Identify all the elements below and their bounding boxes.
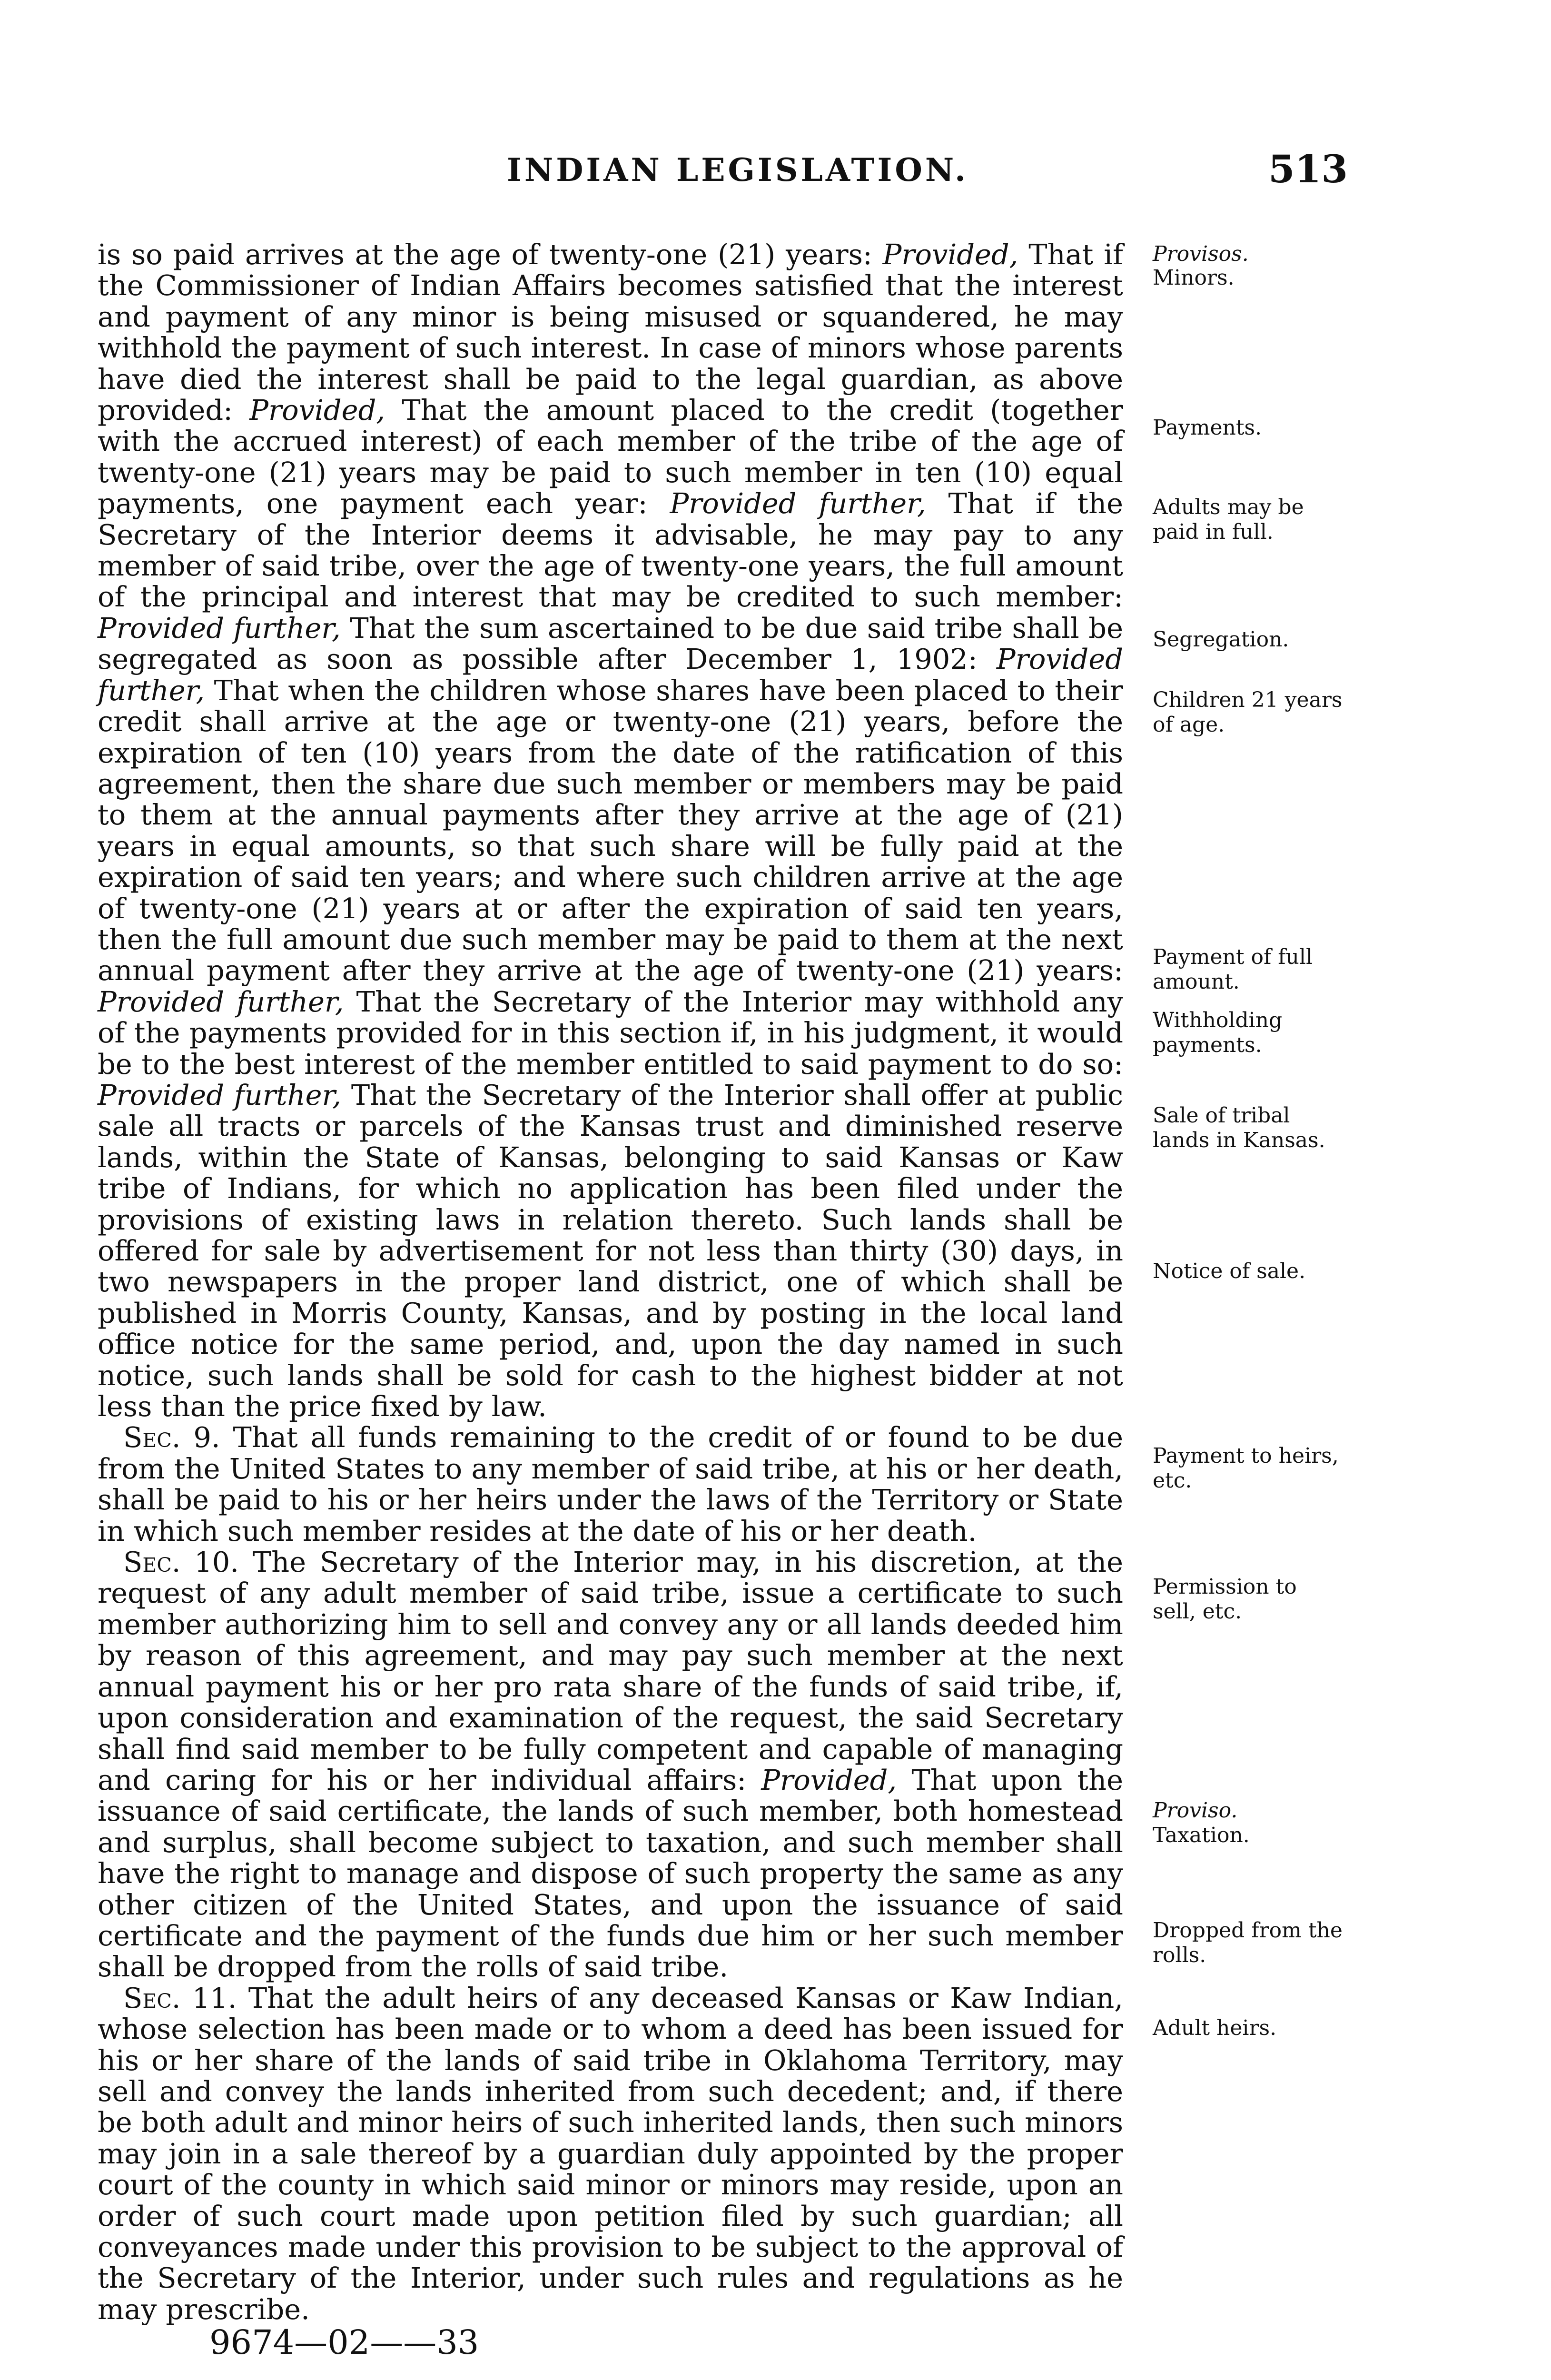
text-run: That if the Secretary of the Interior deems it advisable, he may pay to any member of said tribe, over the age of twenty-one years, the full amount of the principal and interest that may be credited to such member: xyxy=(98,487,1123,614)
sidenote-text: Provisos. xyxy=(1153,242,1249,266)
proviso-italic: Provided further, xyxy=(98,611,341,645)
section-label: Sec. 10. xyxy=(123,1546,239,1579)
sidenote-adults-full: Adults may be paid in full. xyxy=(1153,495,1304,544)
section-label: Sec. 9. xyxy=(123,1421,220,1454)
sidenote-sale-lands: Sale of tribal lands in Kansas. xyxy=(1153,1103,1325,1152)
sidenote-children-21: Children 21 years of age. xyxy=(1153,688,1343,737)
proviso-italic: Provided further, xyxy=(98,985,344,1018)
sidenote-payment-heirs: Payment to heirs, etc. xyxy=(1153,1444,1339,1493)
proviso-italic: Provided, xyxy=(249,394,385,427)
sidenote-segregation: Segregation. xyxy=(1153,627,1289,652)
text-run: That when the children whose shares have been placed to their credit shall arrive at the age or twenty-one (21) years, before the expiration of ten (10) years from the date of the ratification of this agreement, then the share due such member or members may be paid to them at the annual payments after they arrive at the age of (21) years in equal amounts, so that such share will be fully paid at the expiration of said ten years; and where such children arrive at the age of twenty-one (21) years at or after the expiration of said ten years, then the full amount due such member may be paid to them at the next annual payment after they arrive at the age of twenty-one (21) years: xyxy=(98,674,1123,987)
text-run: That the sum ascertained to be due said tribe shall be segregated as soon as possible after December 1, 1902: xyxy=(98,611,1123,676)
sidenote-adult-heirs: Adult heirs. xyxy=(1153,2016,1277,2040)
proviso-italic: Provided further, xyxy=(98,643,1123,707)
text-run: That the adult heirs of any deceased Kansas or Kaw Indian, whose selection has been made or to whom a deed has been issued for his or her share of the lands of said tribe in Oklahoma Territory, may sell and convey the lands inherited from such decedent; and, if there be both adult and minor heirs of such inherited lands, then such minors may join in a sale thereof by a guardian duly appointed by the proper court of the county in which said minor or minors may reside, upon an order of such court made upon petition filed by such guardian; all conveyances made under this provision to be subject to the approval of the Secretary of the Interior, under such rules and regulations as he may prescribe. xyxy=(98,1981,1123,2326)
text-run: That the Secretary of the Interior shall offer at public sale all tracts or parcels of the Kansas trust and diminished reserve lands, within the State of Kansas, belonging to said Kansas or Kaw tribe of Indians, for which no application has been filed under the provisions of existing laws in relation thereto. Such lands shall be offered for sale by advertisement for not less than thirty (30) days, in two newspapers in the proper land district, one of which shall be published in Morris County, Kansas, and by posting in the local land office notice for the same period, and, upon the day named in such notice, such lands shall be sold for cash to the highest bidder at not less than the price fixed by law. xyxy=(98,1078,1123,1423)
proviso-italic: Provided, xyxy=(761,1763,897,1796)
proviso-italic: Provided further, xyxy=(670,487,926,520)
sidenote-permission-sell: Permission to sell, etc. xyxy=(1153,1575,1297,1624)
section-label: Sec. 11. xyxy=(123,1981,237,2014)
proviso-italic: Provided, xyxy=(882,238,1018,271)
text-run: That all funds remaining to the credit of or found to be due from the United States to any member of said tribe, at his or her death, shall be paid to his or her heirs under the laws of the Territory or State in which such member resides at the date of his or her death. xyxy=(98,1421,1123,1547)
sidenote-text: Proviso. xyxy=(1153,1798,1238,1823)
paragraph-section-11 xyxy=(98,1983,1123,2325)
paragraph-section-8-continued xyxy=(98,239,1123,1422)
printer-signature: 9674—02——33 xyxy=(209,2323,479,2362)
sidenote-payments: Payments. xyxy=(1153,416,1262,440)
sidenote-provisos xyxy=(1153,242,1353,267)
paragraph-section-10 xyxy=(98,1547,1123,1983)
proviso-italic: Provided further, xyxy=(98,1078,342,1111)
page-number: 513 xyxy=(1268,147,1348,191)
sidenote-withholding: Withholding payments. xyxy=(1153,1008,1283,1057)
text-run: That the Secretary of the Interior may withhold any of the payments provided for in this section if, in his judgment, it would be to the best interest of the member entitled to said payment to do so: xyxy=(98,985,1123,1081)
running-header: INDIAN LEGISLATION. xyxy=(507,151,969,188)
sidenote-minors: Minors. xyxy=(1153,266,1235,290)
text-run: is so paid arrives at the age of twenty-one (21) years: xyxy=(98,238,883,271)
text-run: That upon the issuance of said certificate, the lands of such member, both homestead and surplus, shall become subject to taxation, and such member shall have the right to manage and dispose of such property the same as any other citizen of the United States, and upon the issuance of said certificate and the payment of the funds due him or her such member shall be dropped from the rolls of said tribe. xyxy=(98,1763,1123,1983)
sidenote-dropped: Dropped from the rolls. xyxy=(1153,1918,1343,1967)
text-run: The Secretary of the Interior may, in his discretion, at the request of any adult member of said tribe, issue a certificate to such member authorizing him to sell and convey any or all lands deeded him by reason of this agreement, and may pay such member at the next annual payment his or her pro rata share of the funds of said tribe, if, upon consideration and examination of the request, the said Secretary shall find said member to be fully competent and capable of managing and caring for his or her individual affairs: xyxy=(98,1546,1123,1796)
text-run: That the amount placed to the credit (together with the accrued interest) of each member of the tribe of the age of twenty-one (21) years may be paid to such member in ten (10) equal payments, one payment each year: xyxy=(98,394,1123,520)
body-text xyxy=(98,239,1123,2325)
sidenote-proviso xyxy=(1153,1798,1353,1823)
sidenote-payment-full: Payment of full amount. xyxy=(1153,945,1313,994)
sidenote-taxation: Taxation. xyxy=(1153,1823,1250,1847)
paragraph-section-9 xyxy=(98,1422,1123,1547)
sidenote-notice-sale: Notice of sale. xyxy=(1153,1259,1306,1283)
text-run: That if the Commissioner of Indian Affairs becomes satisfied that the interest and payment of any minor is being misused or squandered, he may withhold the payment of such interest. In case of minors whose parents have died the interest shall be paid to the legal guardian, as above provided: xyxy=(98,238,1124,427)
